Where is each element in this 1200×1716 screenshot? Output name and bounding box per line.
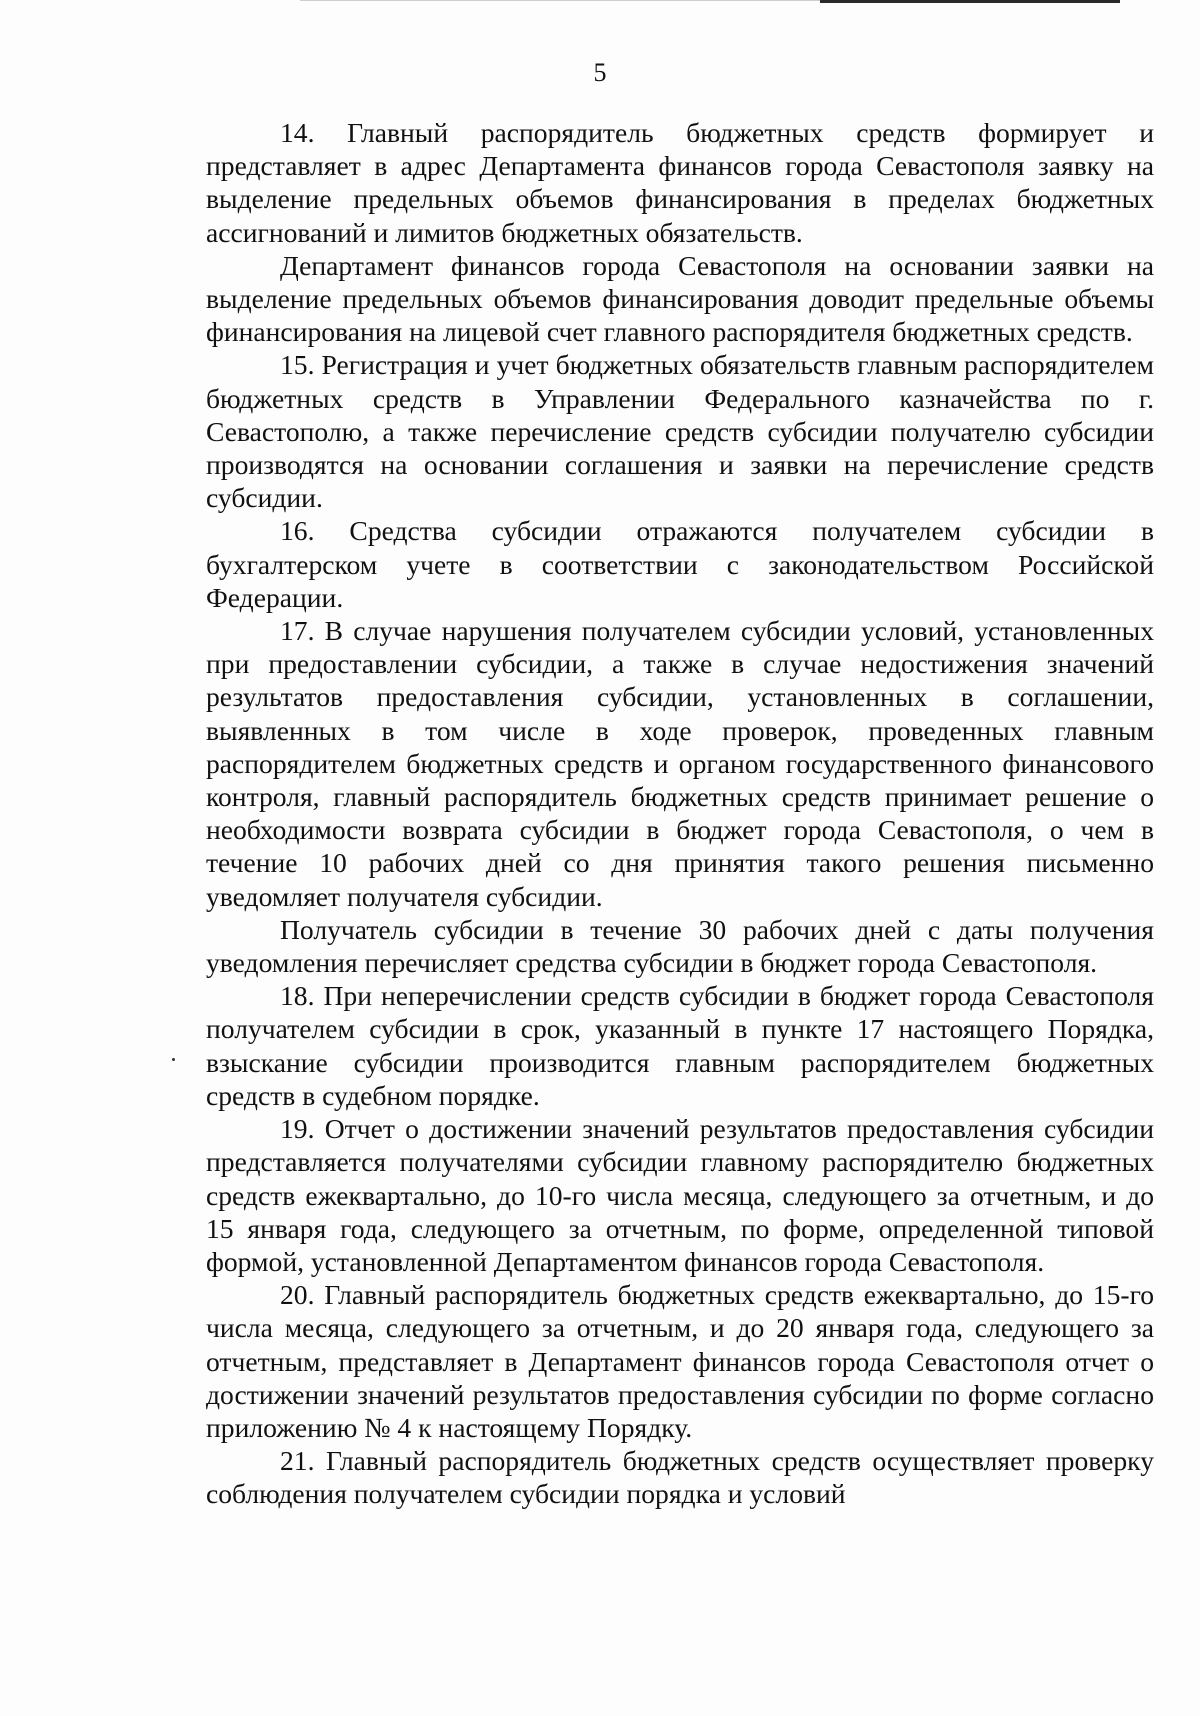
paragraph-15: 15. Регистрация и учет бюджетных обязательств главным распорядителем бюджетных средств в Управлении Федерального казначейства по г. Севастополю, а также перечисление средств субсидии получателю субсидии производятся на основании соглашения и заявки на перечисление средств субсидии.	[206, 349, 1154, 514]
paragraph-21: 21. Главный распорядитель бюджетных средств осуществляет проверку соблюдения получателем субсидии порядка и условий	[206, 1445, 1154, 1510]
paragraph-18: 18. При неперечислении средств субсидии в бюджет города Севастополя получателем субсидии в срок, указанный в пункте 17 настоящего Порядка, взыскание субсидии производится главным распорядителем бюджетных средств в судебном порядке.	[206, 980, 1154, 1111]
document-body	[206, 116, 1154, 1511]
paragraph-17-continuation: Получатель субсидии в течение 30 рабочих дней с даты получения уведомления перечисляет средства субсидии в бюджет города Севастополя.	[206, 913, 1154, 979]
scan-artifact-dot	[172, 1058, 175, 1061]
page-number: 5	[593, 58, 607, 87]
paragraph-17: 17. В случае нарушения получателем субсидии условий, установленных при предоставлении субсидии, а также в случае недостижения значений результатов предоставления субсидии, установленных в соглашении, выявленных в том числе в ходе проверок, проведенных главным распорядителем бюджетных средств и органом государственного финансового контроля, главный распорядитель бюджетных средств принимает решение о необходимости возврата субсидии в бюджет города Севастополя, о чем в течение 10 рабочих дней со дня принятия такого решения письменно уведомляет получателя субсидии.	[206, 615, 1154, 912]
scan-artifact-line	[820, 0, 1120, 3]
paragraph-19: 19. Отчет о достижении значений результатов предоставления субсидии представляется получателями субсидии главному распорядителю бюджетных средств ежеквартально, до 10-го числа месяца, следующего за отчетным, и до 15 января года, следующего за отчетным, по форме, определенной типовой формой, установленной Департаментом финансов города Севастополя.	[206, 1113, 1154, 1277]
scan-artifact-line	[300, 0, 820, 1]
paragraph-14-continuation: Департамент финансов города Севастополя на основании заявки на выделение предельных объемов финансирования доводит предельные объемы финансирования на лицевой счет главного распорядителя бюджетных средств.	[206, 249, 1154, 348]
paragraph-14: 14. Главный распорядитель бюджетных средств формирует и представляет в адрес Департамента финансов города Севастополя заявку на выделение предельных объемов финансирования в пределах бюджетных ассигнований и лимитов бюджетных обязательств.	[206, 117, 1154, 248]
paragraph-20: 20. Главный распорядитель бюджетных средств ежеквартально, до 15-го числа месяца, следующего за отчетным, и до 20 января года, следующего за отчетным, представляет в Департамент финансов города Севастополя отчет о достижении значений результатов предоставления субсидии по форме согласно приложению № 4 к настоящему Порядку.	[206, 1279, 1154, 1443]
paragraph-16: 16. Средства субсидии отражаются получателем субсидии в бухгалтерском учете в соответствии с законодательством Российской Федерации.	[206, 515, 1154, 613]
